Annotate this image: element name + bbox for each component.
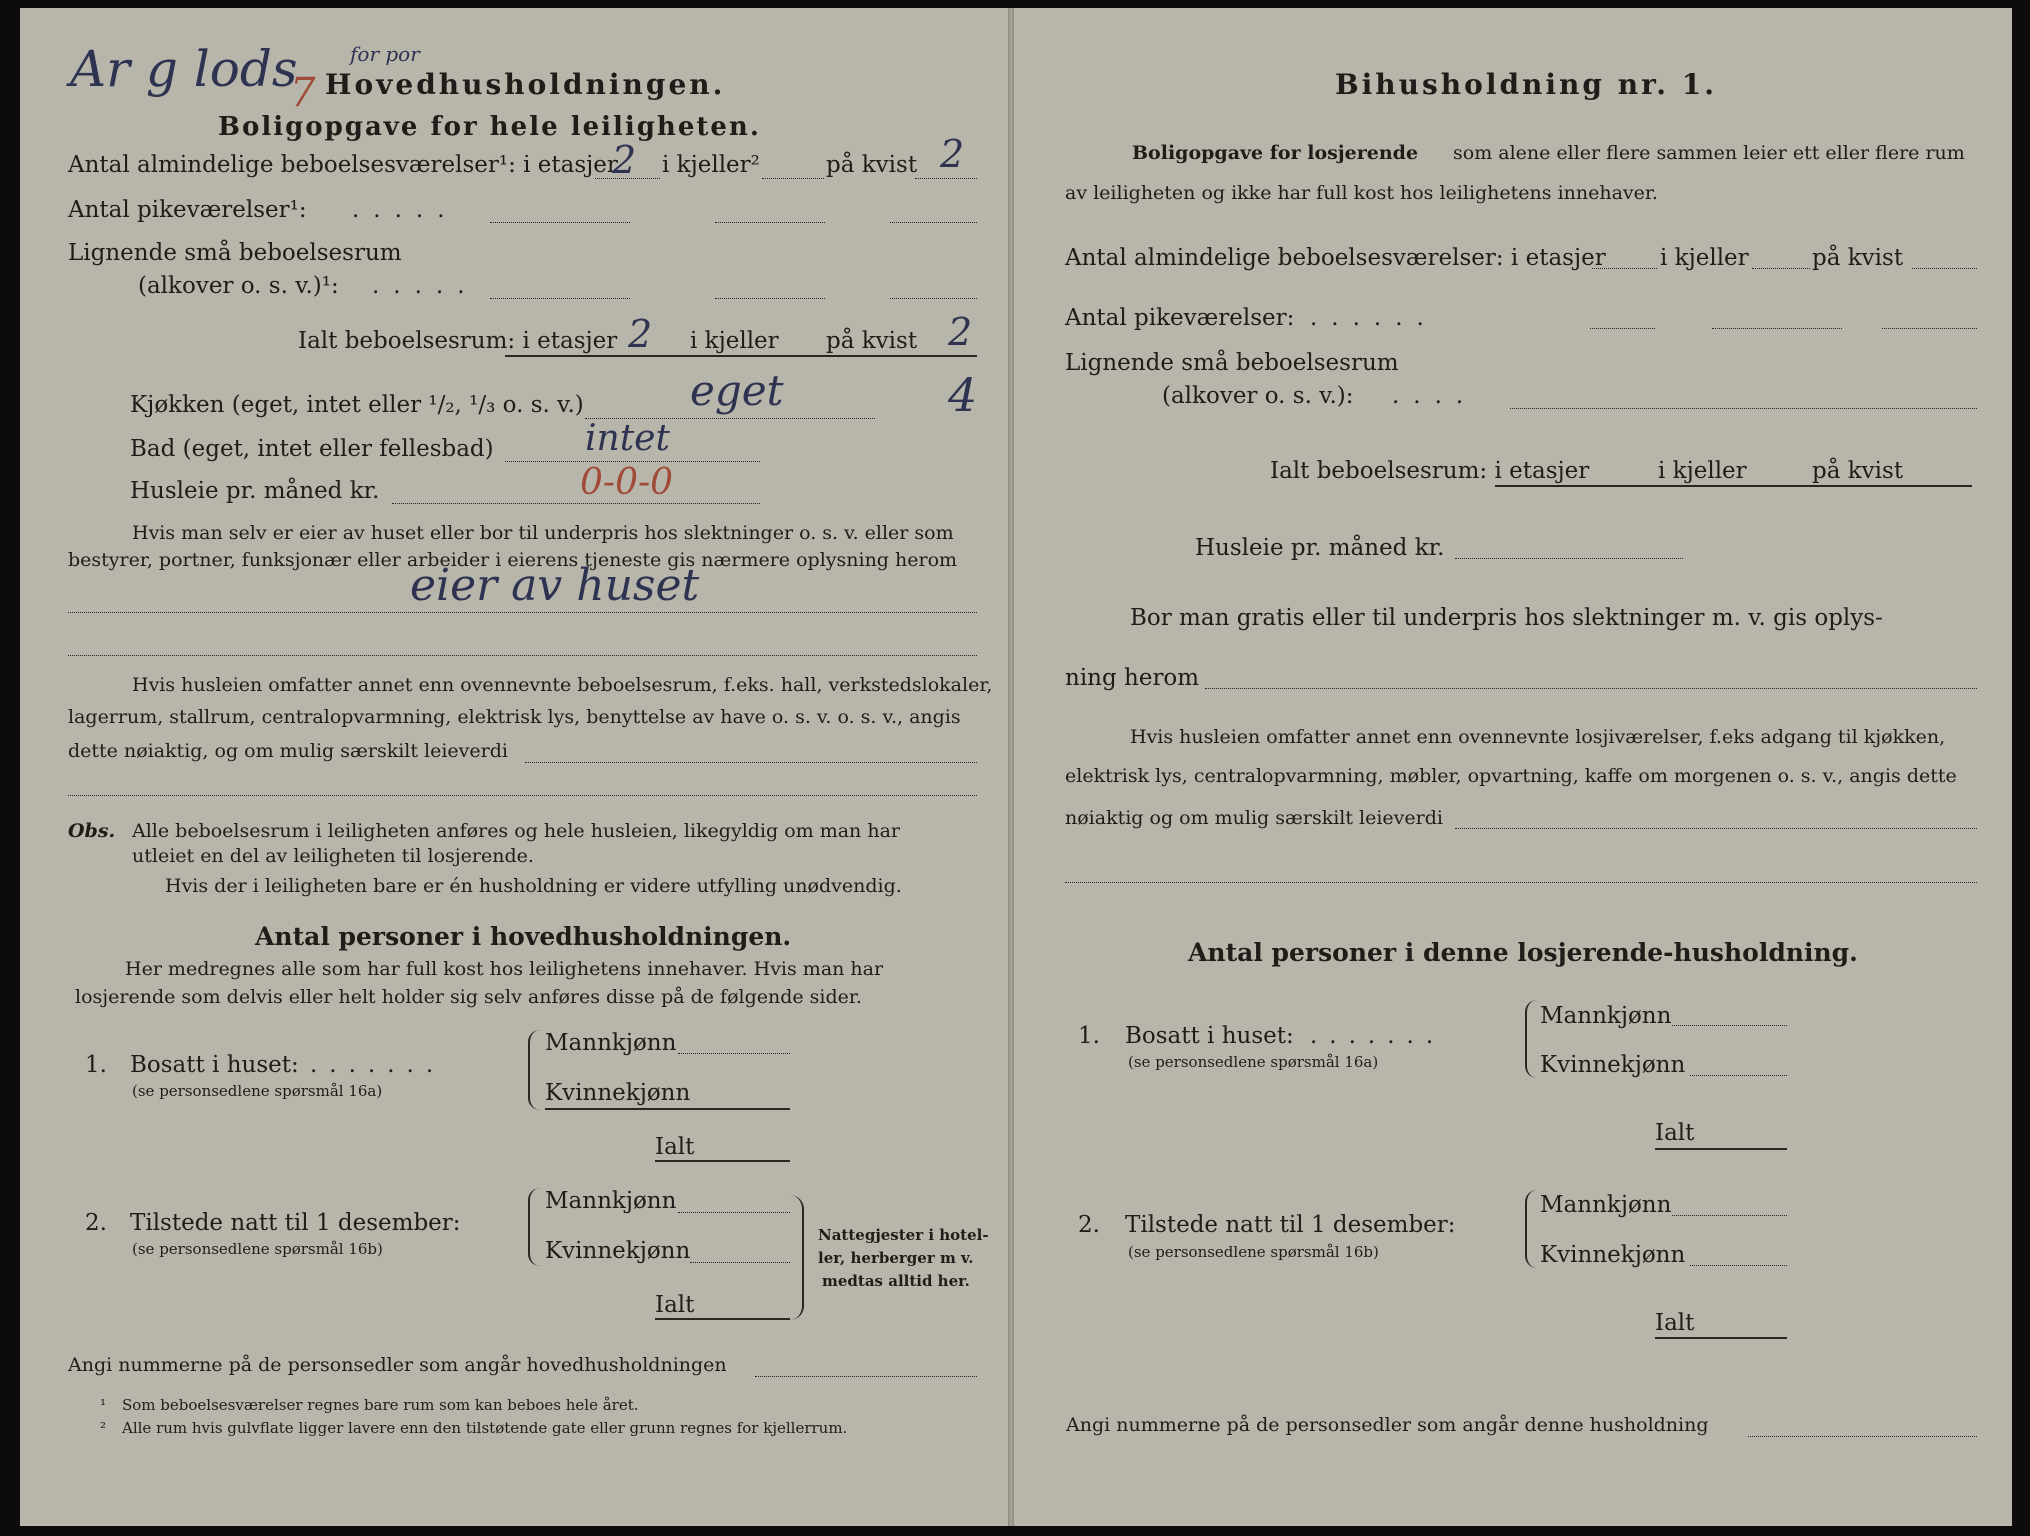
right-q1-kvinne-field[interactable] [1690, 1075, 1787, 1076]
left-q2-kvinne-field[interactable] [690, 1262, 790, 1263]
ligende-label: Lignende små beboelsesrum [68, 240, 402, 266]
right-ialt-kvist-label: på kvist [1812, 458, 1904, 484]
right-q2-ialt-label: Ialt [1655, 1310, 1695, 1336]
rooms-kjeller-label: i kjeller² [662, 152, 760, 178]
right-q2-kvinne-label: Kvinnekjønn [1540, 1242, 1686, 1268]
ligende-kvist-field[interactable] [890, 298, 977, 299]
eier-field-1[interactable] [68, 612, 977, 613]
omfatter-field-2[interactable] [68, 795, 977, 796]
pike-kjeller-field[interactable] [715, 222, 825, 223]
left-q1-label: Bosatt i huset: [130, 1052, 299, 1078]
right-q1-brace [1525, 1000, 1537, 1078]
right-q2-ialt-field[interactable] [1655, 1337, 1787, 1339]
omfatter-text-3: dette nøiaktig, og om mulig særskilt leieverdi [68, 740, 508, 762]
right-omfatter-field-2[interactable] [1065, 882, 1977, 883]
ialt-label: Ialt beboelsesrum: i etasjer [298, 328, 618, 354]
kjokken-value: eget [690, 366, 784, 415]
left-angi-field[interactable] [755, 1376, 977, 1377]
right-q2-mann-field[interactable] [1672, 1215, 1787, 1216]
left-q2-ialt-label: Ialt [655, 1292, 695, 1318]
footnote-2-number: ² [100, 1419, 107, 1437]
left-persons-title: Antal personer i hovedhusholdningen. [255, 922, 792, 951]
right-pike-kjeller-field[interactable] [1712, 328, 1842, 329]
right-q1-number: 1. [1078, 1023, 1100, 1049]
kjokken-margin-mark: 4 [948, 368, 978, 422]
right-persons-title: Antal personer i denne losjerende-husholdning. [1188, 938, 1858, 967]
right-gratis-text-2: ning herom [1065, 665, 1200, 691]
eier-value: eier av huset [410, 560, 700, 611]
eier-text-1: Hvis man selv er eier av huset eller bor til underpris hos slektninger o. s. v. eller som [132, 522, 954, 544]
omfatter-text-1: Hvis husleien omfatter annet enn ovennevnte beboelsesrum, f.eks. hall, verkstedslokaler, [132, 674, 993, 696]
ligende-kjeller-field[interactable] [715, 298, 825, 299]
pike-dots: ..... [352, 197, 459, 223]
right-omfatter-field-1[interactable] [1455, 828, 1977, 829]
right-pike-etasjer-field[interactable] [1590, 328, 1655, 329]
pike-kvist-field[interactable] [890, 222, 977, 223]
left-q1-dots: ....... [310, 1052, 446, 1078]
left-persons-text-1: Her medregnes alle som har full kost hos leilighetens innehaver. Hvis man har [125, 958, 884, 980]
right-husleie-field[interactable] [1455, 558, 1683, 559]
right-q2-ref: (se personsedlene spørsmål 16b) [1128, 1243, 1379, 1261]
right-q1-mann-label: Mannkjønn [1540, 1003, 1672, 1029]
ialt-kvist-label: på kvist [826, 328, 918, 354]
right-q2-number: 2. [1078, 1212, 1100, 1238]
right-rooms-kjeller-field[interactable] [1752, 268, 1810, 269]
left-q2-mann-label: Mannkjønn [545, 1188, 677, 1214]
right-intro-1: som alene eller flere sammen leier ett eller flere rum [1453, 142, 1965, 164]
nattegjester-note-3: medtas alltid her. [822, 1272, 970, 1290]
obs-text-2: utleiet en del av leiligheten til losjerende. [132, 845, 534, 867]
footnote-1: Som beboelsesværelser regnes bare rum som kan beboes hele året. [122, 1396, 639, 1414]
husleie-field[interactable] [392, 503, 760, 504]
husleie-value: 0-0-0 [580, 462, 674, 503]
right-pike-dots: ...... [1310, 305, 1438, 331]
rooms-kvist-field[interactable] [915, 178, 977, 179]
left-page [20, 8, 1010, 1526]
left-q2-right-brace [790, 1195, 804, 1320]
right-intro-bold: Boligopgave for losjerende [1132, 142, 1419, 164]
right-rooms-kvist-field[interactable] [1912, 268, 1977, 269]
handwritten-red-mark: 7 [290, 70, 316, 116]
right-q2-mann-label: Mannkjønn [1540, 1192, 1672, 1218]
right-q2-brace [1525, 1190, 1537, 1268]
right-intro-2: av leiligheten og ikke har full kost hos leilighetens innehaver. [1065, 182, 1658, 204]
bad-value: intet [585, 418, 670, 459]
handwritten-header-note: for por [350, 42, 420, 66]
left-q1-mann-label: Mannkjønn [545, 1030, 677, 1056]
footnote-1-number: ¹ [100, 1396, 107, 1414]
rooms-kjeller-field[interactable] [762, 178, 824, 179]
left-q1-ref: (se personsedlene spørsmål 16a) [132, 1082, 383, 1100]
ligende-dots: ..... [372, 273, 479, 299]
right-title: Bihusholdning nr. 1. [1335, 68, 1717, 101]
right-q2-kvinne-field[interactable] [1690, 1265, 1787, 1266]
left-q1-ialt-field[interactable] [655, 1160, 790, 1162]
rooms-kvist-value: 2 [940, 132, 965, 176]
pike-label: Antal pikeværelser¹: [68, 197, 307, 223]
left-angi-label: Angi nummerne på de personsedler som angår hovedhusholdningen [68, 1354, 727, 1376]
pike-etasjer-field[interactable] [490, 222, 630, 223]
ialt-kvist-value: 2 [948, 310, 973, 354]
rooms-etasjer-value: 2 [612, 138, 637, 182]
bad-label: Bad (eget, intet eller fellesbad) [130, 436, 494, 462]
right-pike-label: Antal pikeværelser: [1065, 305, 1295, 331]
right-omfatter-text-1: Hvis husleien omfatter annet enn ovennevnte losjiværelser, f.eks adgang til kjøkken, [1130, 726, 1946, 748]
left-persons-text-2: losjerende som delvis eller helt holder sig selv anføres disse på de følgende sider. [75, 986, 862, 1008]
left-q1-mann-field[interactable] [678, 1053, 790, 1054]
left-q2-ref: (se personsedlene spørsmål 16b) [132, 1240, 383, 1258]
rooms-label: Antal almindelige beboelsesværelser¹: i etasjer [68, 152, 618, 178]
right-q1-label: Bosatt i huset: [1125, 1023, 1294, 1049]
left-q2-number: 2. [85, 1210, 107, 1236]
right-gratis-field[interactable] [1205, 688, 1977, 689]
left-q1-kvinne-label: Kvinnekjønn [545, 1080, 691, 1106]
footnote-2: Alle rum hvis gulvflate ligger lavere enn den tilstøtende gate eller grunn regnes for kjellerrum. [122, 1419, 848, 1437]
right-q2-label: Tilstede natt til 1 desember: [1125, 1212, 1456, 1238]
page-fold [1008, 8, 1014, 1526]
left-q1-number: 1. [85, 1052, 107, 1078]
right-ialt-label: Ialt beboelsesrum: i etasjer [1270, 458, 1590, 484]
ialt-underline [505, 355, 977, 357]
omfatter-field-1[interactable] [525, 762, 977, 763]
right-gratis-text-1: Bor man gratis eller til underpris hos slektninger m. v. gis oplys- [1130, 605, 1883, 631]
right-q1-ialt-label: Ialt [1655, 1120, 1695, 1146]
right-ligende-dots: .... [1392, 383, 1478, 409]
obs-text-1: Alle beboelsesrum i leiligheten anføres og hele husleien, likegyldig om man har [132, 820, 900, 842]
rooms-kvist-label: på kvist [826, 152, 918, 178]
right-angi-label: Angi nummerne på de personsedler som angår denne husholdning [1066, 1414, 1709, 1436]
left-subtitle: Boligopgave for hele leiligheten. [218, 112, 761, 142]
right-q1-kvinne-label: Kvinnekjønn [1540, 1052, 1686, 1078]
ligende-sub-label: (alkover o. s. v.)¹: [138, 273, 339, 299]
right-ligende-label: Lignende små beboelsesrum [1065, 350, 1399, 376]
handwritten-header: Ar g lods [70, 40, 298, 98]
eier-text-2: bestyrer, portner, funksjonær eller arbeider i eierens tjeneste gis nærmere oplysning herom [68, 549, 958, 571]
ligende-etasjer-field[interactable] [490, 298, 630, 299]
right-ligende-sub-label: (alkover o. s. v.): [1162, 383, 1354, 409]
eier-field-2[interactable] [68, 655, 977, 656]
right-ligende-field[interactable] [1510, 408, 1977, 409]
left-q2-kvinne-label: Kvinnekjønn [545, 1238, 691, 1264]
left-q2-mann-field[interactable] [678, 1212, 790, 1213]
omfatter-text-2: lagerrum, stallrum, centralopvarmning, elektrisk lys, benyttelse av have o. s. v. o. s. v., angis [68, 706, 961, 728]
husleie-label: Husleie pr. måned kr. [130, 478, 380, 504]
nattegjester-note-1: Nattegjester i hotel- [818, 1226, 989, 1244]
right-ialt-kjeller-label: i kjeller [1658, 458, 1747, 484]
kjokken-label: Kjøkken (eget, intet eller ¹/₂, ¹/₃ o. s. v.) [130, 392, 584, 418]
right-q1-dots: ....... [1310, 1023, 1446, 1049]
right-q1-mann-field[interactable] [1672, 1025, 1787, 1026]
right-rooms-etasjer-field[interactable] [1592, 268, 1657, 269]
right-q1-ref: (se personsedlene spørsmål 16a) [1128, 1053, 1379, 1071]
right-q1-ialt-field[interactable] [1655, 1148, 1787, 1150]
right-pike-kvist-field[interactable] [1882, 328, 1977, 329]
obs-label: Obs. [68, 820, 116, 842]
right-omfatter-text-3: nøiaktig og om mulig særskilt leieverdi [1065, 807, 1443, 829]
ialt-kjeller-label: i kjeller [690, 328, 779, 354]
left-q1-brace [528, 1030, 540, 1110]
right-rooms-kvist-label: på kvist [1812, 245, 1904, 271]
nattegjester-note-2: ler, herberger m v. [818, 1249, 974, 1267]
right-angi-field[interactable] [1748, 1436, 1977, 1437]
right-ialt-underline [1495, 485, 1972, 487]
left-title: Hovedhusholdningen. [325, 68, 726, 101]
left-q2-brace [528, 1188, 540, 1266]
left-q1-ialt-label: Ialt [655, 1134, 695, 1160]
right-rooms-label: Antal almindelige beboelsesværelser: i etasjer [1065, 245, 1606, 271]
right-omfatter-text-2: elektrisk lys, centralopvarmning, møbler, opvartning, kaffe om morgenen o. s. v., angis dette [1065, 765, 1957, 787]
left-q1-kvinne-field[interactable] [545, 1108, 790, 1110]
left-q2-ialt-field[interactable] [655, 1318, 790, 1320]
ialt-etasjer-value: 2 [628, 312, 653, 356]
left-q2-label: Tilstede natt til 1 desember: [130, 1210, 461, 1236]
right-husleie-label: Husleie pr. måned kr. [1195, 535, 1445, 561]
obs-text-3: Hvis der i leiligheten bare er én husholdning er videre utfylling unødvendig. [165, 875, 902, 897]
right-rooms-kjeller-label: i kjeller [1660, 245, 1749, 271]
